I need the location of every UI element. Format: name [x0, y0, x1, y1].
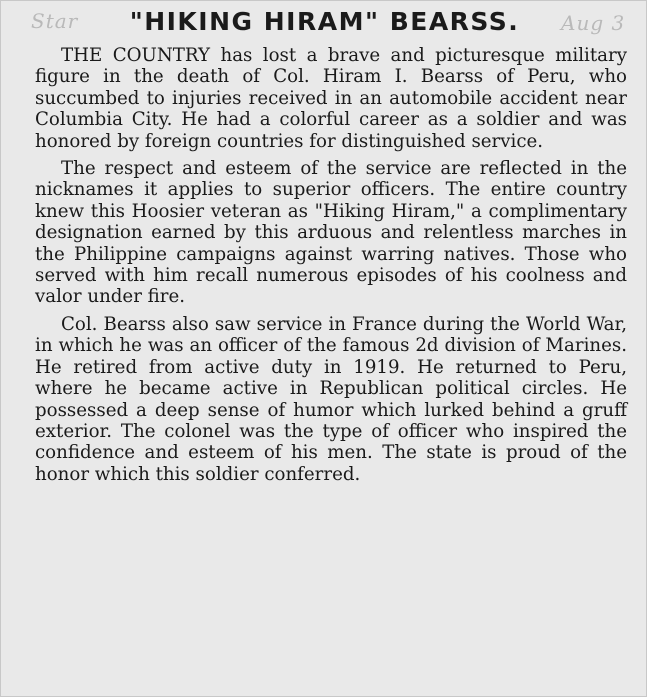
handwritten-date-note: Aug 3	[561, 11, 626, 35]
article-body	[35, 45, 627, 485]
paragraph-text: The respect and esteem of the service are reflected in the nicknames it applies to superior officers. The entire country knew this Hoosier veteran as "Hiking Hiram," a complimentary designation earned by this arduous and relentless marches in the Philippine campaigns against warring natives. Those who served with him recall numerous episodes of his coolness and valor under fire.	[35, 158, 627, 308]
paragraph-text: has lost a brave and picturesque military figure in the death of Col. Hiram I. Bearss of Peru, who succumbed to injuries received in an automobile accident near Columbia City. He had a colorful career as a soldier and was honored by foreign countries for distinguished service.	[35, 45, 627, 152]
article-paragraph-2	[35, 158, 627, 308]
article-paragraph-1	[35, 45, 627, 152]
paragraph-text: Col. Bearss also saw service in France during the World War, in which he was an officer of the famous 2d division of Marines. He retired from active duty in 1919. He returned to Peru, where he became active in Republican political circles. He possessed a deep sense of humor which lurked behind a gruff exterior. The colonel was the type of officer who inspired the confidence and esteem of his men. The state is proud of the honor which this soldier conferred.	[35, 313, 627, 485]
paragraph-lead-words: THE COUNTRY	[61, 45, 211, 66]
handwritten-source-note: Star	[31, 9, 79, 33]
article-paragraph-3	[35, 314, 627, 485]
article-headline: "HIKING HIRAM" BEARSS.	[129, 7, 520, 36]
